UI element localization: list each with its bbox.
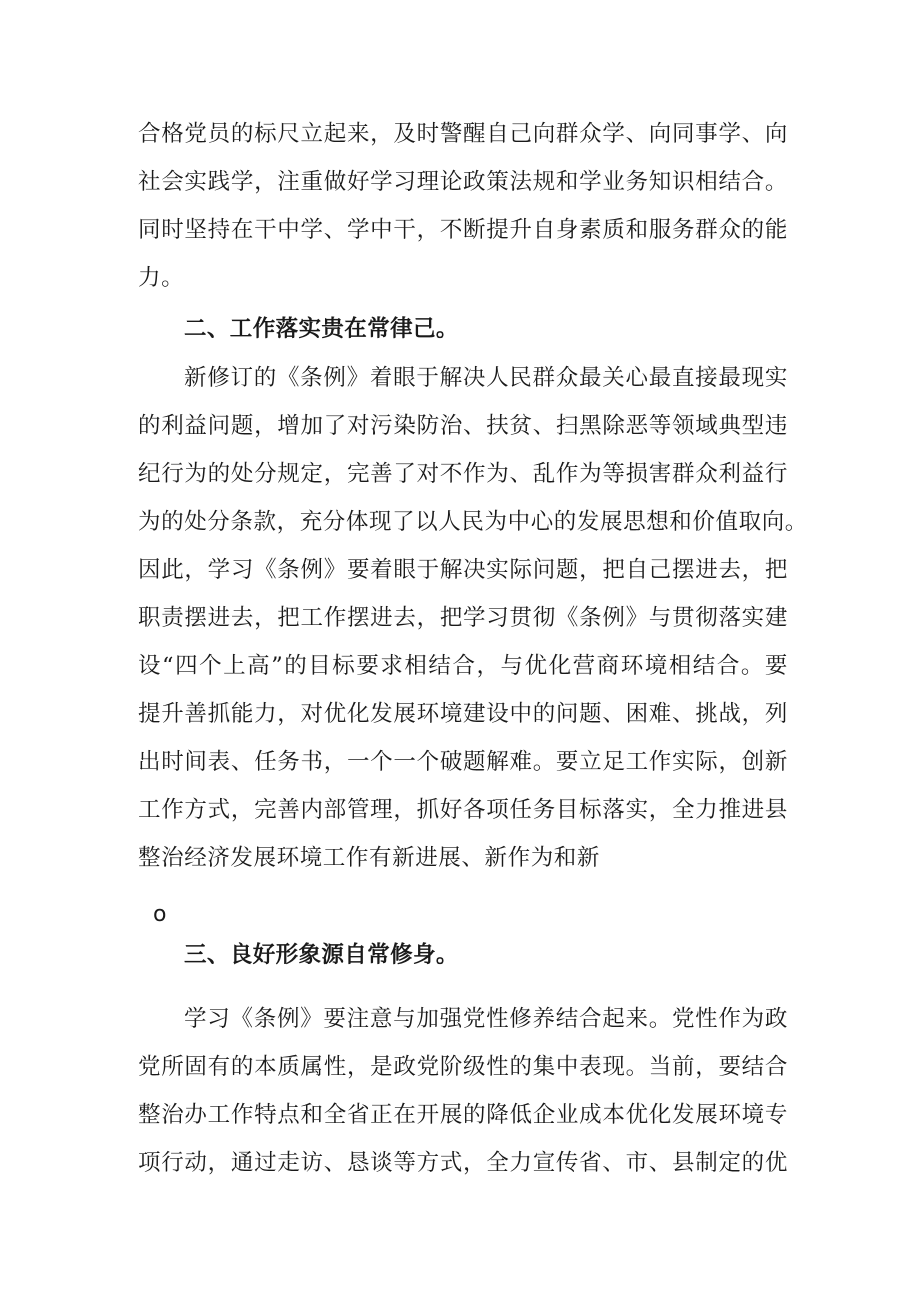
section-heading: 二、工作落实贵在常律己。 [184,316,459,342]
body-text-line: 合格党员的标尺立起来，及时警醒自己向群众学、向同事学、向 [138,121,788,147]
body-text-line: 提升善抓能力，对优化发展环境建设中的问题、困难、挑战，列 [138,701,788,727]
body-text-line: 整治经济发展环境工作有新进展、新作为和新 [138,845,601,871]
body-text-line: 社会实践学，注重做好学习理论政策法规和学业务知识相结合。 [138,169,788,195]
body-text-line: 新修订的《条例》着眼于解决人民群众最关心最直接最现实 [184,365,788,391]
body-text-line: 力。 [138,265,185,291]
body-text-line: 职责摆进去，把工作摆进去，把学习贯彻《条例》与贯彻落实建 [138,605,788,631]
body-text-line: 学习《条例》要注意与加强党性修养结合起来。党性作为政 [184,1006,788,1032]
body-text-line: 为的处分条款，充分体现了以人民为中心的发展思想和价值取向。 [138,509,808,535]
body-text-line: 党所固有的本质属性，是政党阶级性的集中表现。当前，要结合 [138,1054,788,1080]
body-text-line: 出时间表、任务书，一个一个破题解难。要立足工作实际，创新 [138,749,788,775]
body-text-line: 的利益问题，增加了对污染防治、扶贫、扫黑除恶等领域典型违 [138,413,788,439]
body-text-line: 项行动，通过走访、恳谈等方式，全力宣传省、市、县制定的优 [138,1150,788,1176]
body-text-line: 工作方式，完善内部管理，抓好各项任务目标落实，全力推进县 [138,797,788,823]
body-text-line: 纪行为的处分规定，完善了对不作为、乱作为等损害群众利益行 [138,461,788,487]
trailing-mark: o [153,902,167,927]
body-text-line: 同时坚持在干中学、学中干，不断提升自身素质和服务群众的能 [138,217,788,243]
body-text-line: 设“四个上高”的目标要求相结合，与优化营商环境相结合。要 [138,653,788,679]
section-heading: 三、良好形象源自常修身。 [184,942,459,968]
body-text-line: 因此，学习《条例》要着眼于解决实际问题，把自己摆进去，把 [138,557,788,583]
body-text-line: 整治办工作特点和全省正在开展的降低企业成本优化发展环境专 [138,1102,788,1128]
